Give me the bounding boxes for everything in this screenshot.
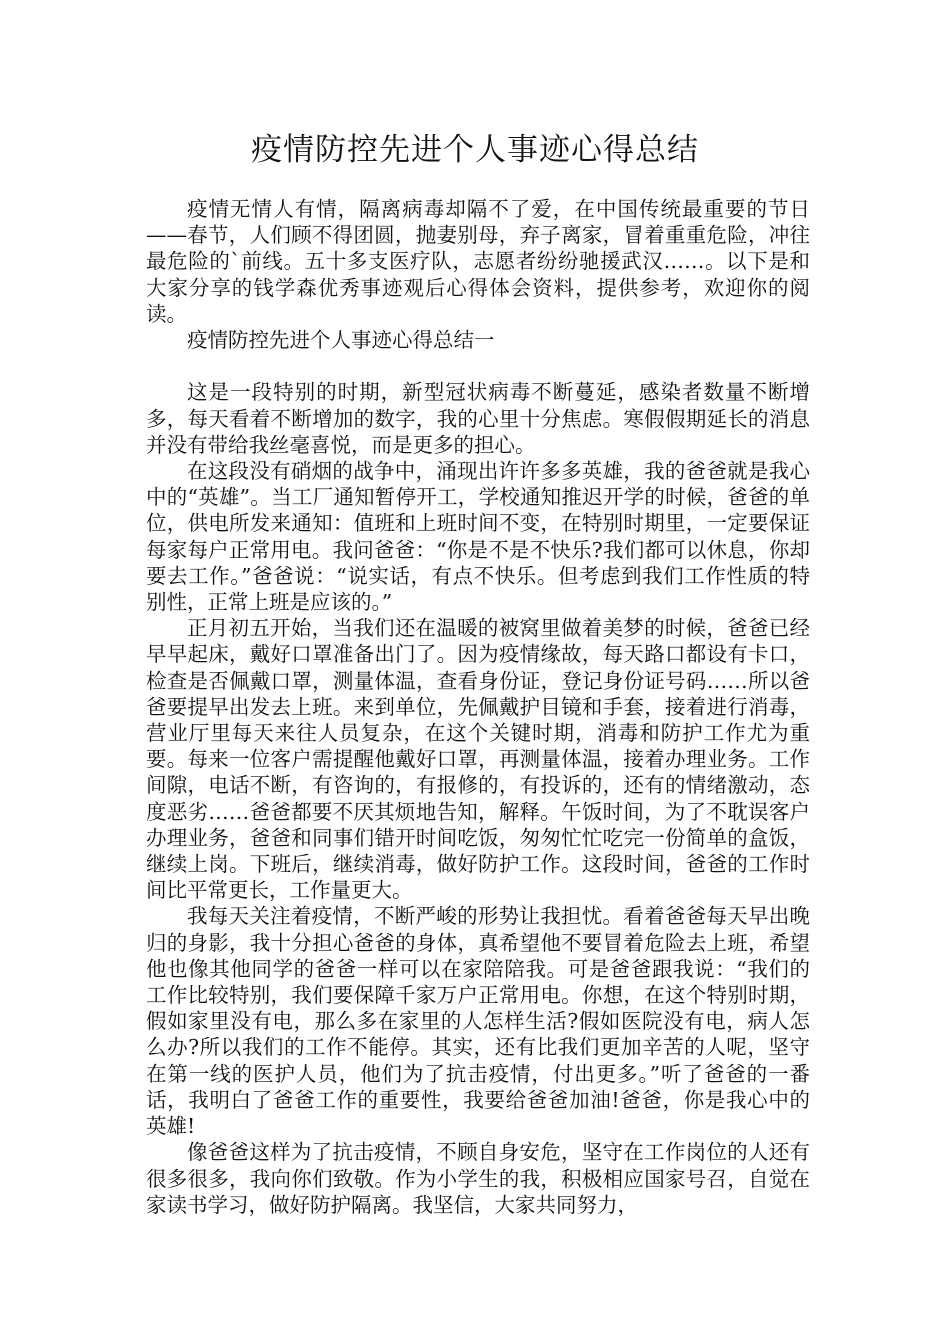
intro-paragraph: 疫情无情人有情，隔离病毒却隔不了爱，在中国传统最重要的节日——春节，人们顾不得团圆，抛妻别母，弃子离家，冒着重重危险，冲往最危险的`前线。五十多支医疗队，志愿者纷纷驰援武汉……。以下是和大家分享的钱学森优秀事迹观后心得体会资料，提供参考，欢迎你的阅读。 xyxy=(146,197,810,326)
document-title: 疫情防控先进个人事迹心得总结 xyxy=(251,132,699,168)
document-body xyxy=(146,196,810,1218)
body-paragraph: 正月初五开始，当我们还在温暖的被窝里做着美梦的时候，爸爸已经早早起床，戴好口罩准备出门了。因为疫情缘故，每天路口都设有卡口，检查是否佩戴口罩，测量体温，查看身份证，登记身份证号码……所以爸爸要提早出发去上班。来到单位，先佩戴护目镜和手套，接着进行消毒，营业厅里每天来往人员复杂，在这个关键时期，消毒和防护工作尤为重要。每来一位客户需提醒他戴好口罩，再测量体温，接着办理业务。工作间隙，电话不断，有咨询的，有报修的，有投诉的，还有的情绪激动，态度恶劣……爸爸都要不厌其烦地告知，解释。午饭时间，为了不耽误客户办理业务，爸爸和同事们错开时间吃饭，匆匆忙忙吃完一份简单的盒饭，继续上岗。下班后，继续消毒，做好防护工作。这段时间，爸爸的工作时间比平常更长，工作量更大。 xyxy=(146,616,810,903)
body-paragraph: 像爸爸这样为了抗击疫情，不顾自身安危，坚守在工作岗位的人还有很多很多，我向你们致敬。作为小学生的我，积极相应国家号召，自觉在家读书学习，做好防护隔离。我坚信，大家共同努力， xyxy=(146,1140,810,1217)
body-paragraph: 这是一段特别的时期，新型冠状病毒不断蔓延，感染者数量不断增多，每天看着不断增加的数字，我的心里十分焦虑。寒假假期延长的消息并没有带给我丝毫喜悦，而是更多的担心。 xyxy=(146,380,810,457)
body-paragraph: 在这段没有硝烟的战争中，涌现出许许多多英雄，我的爸爸就是我心中的“英雄”。当工厂通知暂停开工，学校通知推迟开学的时候，爸爸的单位，供电所发来通知：值班和上班时间不变，在特别时期里，一定要保证每家每户正常用电。我问爸爸：“你是不是不快乐?我们都可以休息，你却要去工作。”爸爸说：“说实话，有点不快乐。但考虑到我们工作性质的特别性，正常上班是应该的。” xyxy=(146,459,810,615)
body-paragraph: 我每天关注着疫情，不断严峻的形势让我担忧。看着爸爸每天早出晚归的身影，我十分担心爸爸的身体，真希望他不要冒着危险去上班，希望他也像其他同学的爸爸一样可以在家陪陪我。可是爸爸跟我说：“我们的工作比较特别，我们要保障千家万户正常用电。你想，在这个特别时期，假如家里没有电，那么多在家里的人怎样生活?假如医院没有电，病人怎么办?所以我们的工作不能停。其实，还有比我们更加辛苦的人呢，坚守在第一线的医护人员，他们为了抗击疫情，付出更多。”听了爸爸的一番话，我明白了爸爸工作的重要性，我要给爸爸加油!爸爸，你是我心中的英雄! xyxy=(146,904,810,1139)
section-heading: 疫情防控先进个人事迹心得总结一 xyxy=(187,328,495,353)
